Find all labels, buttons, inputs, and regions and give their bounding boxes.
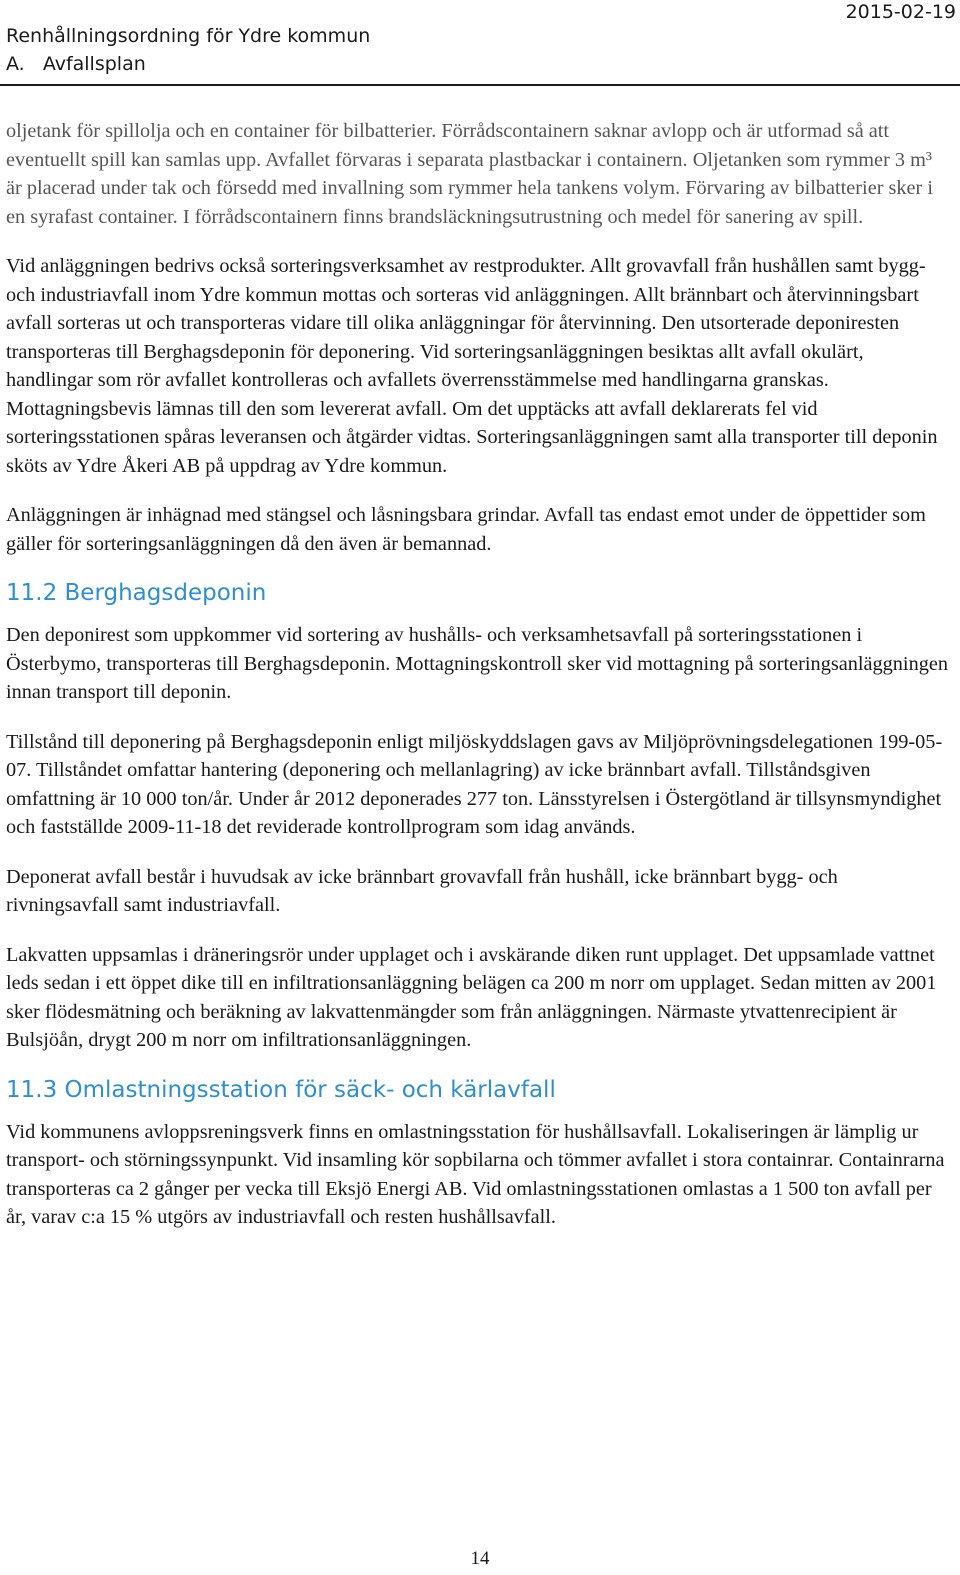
paragraph-reloading: Vid kommunens avloppsreningsverk finns en omlastningsstation för hushållsavfall. Lokaliseringen är lämplig ur transport- och störningssynpunkt. Vid insamling kör sopbilarna och tömmer avfallet i stora containrar. Containrarna transporteras ca 2 gånger per vecka till Eksjö Energi AB. Vid omlastningsstationen omlastas a 1 500 ton avfall per år, varav c:a 15 % utgörs av industriavfall och resten hushållsavfall. [6,1120,945,1228]
section-heading-reloading-station: 11.3 Omlastningsstation för säck- och kärlavfall [6,1076,556,1103]
paragraph-fencing: Anläggningen är inhägnad med stängsel och låsningsbara grindar. Avfall tas endast emot under de öppettider som gäller för sorteringsanläggningen då den även är bemannad. [6,504,926,555]
header-divider [0,84,960,86]
paragraph-oil-tank: oljetank för spillolja och en container för bilbatterier. Förrådscontainern saknar avlopp och är utformad så att eventuellt spill kan samlas upp. Avfallet förvaras i separata plastbackar i containern. Oljetanken som rymmer 3 m³ är placerad under tak och försedd med invallning som rymmer hela tankens volym. Förvaring av bilbatterier sker i en syrafast container. I förrådscontainern finns brandsläckningsutrustning och medel för sanering av spill. [6,120,934,228]
paragraph-leachate: Lakvatten uppsamlas i dräneringsrör under upplaget och i avskärande diken runt upplaget. Det uppsamlade vattnet leds sedan i ett öppet dike till en infiltrationsanläggning belägen ca 200 m norr om upplaget. Sedan mitten av 2001 sker flödesmätning och beräkning av lakvattenmängder som från anläggningen. Närmaste ytvattenrecipient är Bulsjöån, drygt 200 m norr om infiltrationsanläggningen. [6,943,937,1051]
page-header [6,22,370,78]
section-heading-berghagsdeponin: 11.2 Berghagsdeponin [6,580,267,606]
paragraph-deposited-waste: Deponerat avfall består i huvudsak av icke brännbart grovavfall från hushåll, icke brännbart bygg- och rivningsavfall samt industriavfall. [6,865,838,916]
document-title: Renhållningsordning för Ydre kommun [6,25,371,47]
document-date: 2015-02-19 [845,1,956,23]
paragraph-permit: Tillstånd till deponering på Berghagsdeponin enligt miljöskyddslagen gavs av Miljöprövningsdelegationen 199-05-07. Tillståndet omfattar hantering (deponering och mellanlagring) av icke brännbart avfall. Tillståndsgiven omfattning är 10 000 ton/år. Under år 2012 deponerades 277 ton. Länsstyrelsen i Östergötland är tillsynsmyndighet och fastställde 2009-11-18 det reviderade kontrollprogram som idag används. [6,730,943,838]
page-number: 14 [470,1548,490,1569]
document-body [6,117,952,1253]
paragraph-deposit-residue: Den deponirest som uppkommer vid sortering av hushålls- och verksamhetsavfall på sorteringsstationen i Österbymo, transporteras till Berghagsdeponin. Mottagningskontroll sker vid mottagning på sorteringsanläggningen innan transport till deponin. [6,624,948,703]
paragraph-sorting: Vid anläggningen bedrivs också sorteringsverksamhet av restprodukter. Allt grovavfall från hushållen samt bygg- och industriavfall inom Ydre kommun mottas och sorteras vid anläggningen. Allt brännbart och återvinningsbart avfall sorteras ut och transporteras vidare till olika anläggningar för återvinning. Den utsorterade deponiresten transporteras till Berghagsdeponin för deponering. Vid sorteringsanläggningen besiktas allt avfall okulärt, handlingar som rör avfallet kontrolleras och avfallets överrensstämmelse med handlingarna granskas. Mottagningsbevis lämnas till den som levererat avfall. Om det upptäcks att avfall deklarerats fel vid sorteringsstationen spåras leveransen och åtgärder vidtas. Sorteringsanläggningen samt alla transporter till deponin sköts av Ydre Åkeri AB på uppdrag av Ydre kommun. [6,255,938,477]
document-section: A. Avfallsplan [6,53,146,75]
